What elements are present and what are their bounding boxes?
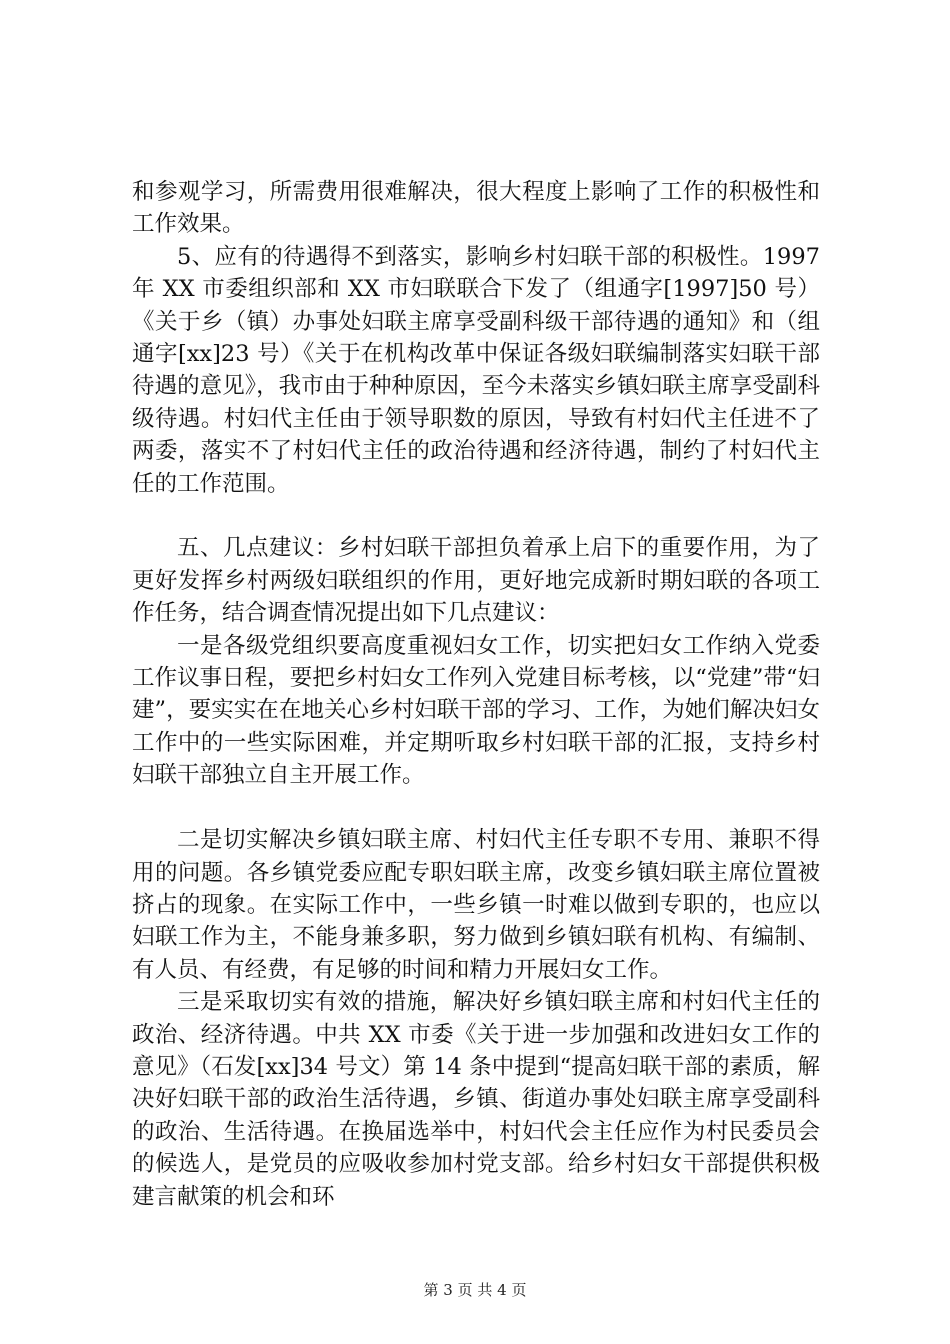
paragraph-continuation: 和参观学习，所需费用很难解决，很大程度上影响了工作的积极性和工作效果。 (132, 179, 820, 238)
document-body (132, 176, 820, 1213)
page-number-footer: 第 3 页 共 4 页 (423, 1281, 527, 1299)
paragraph-point-5: 5、应有的待遇得不到落实，影响乡村妇联干部的积极性。1997 年 XX 市委组织部和 XX 市妇联联合下发了（组通字[1997]50 号）《关于乡（镇）办事处妇联主席享受副科级干部待遇的通知》和（组通字[xx]23 号）《关于在机构改革中保证各级妇联编制落实妇联干部待遇的意见》，我市由于种种原因，至今未落实乡镇妇联主席享受副科级待遇。村妇代主任由于领导职数的原因，导致有村妇代主任进不了两委，落实不了村妇代主任的政治待遇和经济待遇，制约了村妇代主任的工作范围。 (132, 243, 820, 497)
paragraph-section-5-suggestions: 五、几点建议：乡村妇联干部担负着承上启下的重要作用，为了更好发挥乡村两级妇联组织的作用，更好地完成新时期妇联的各项工作任务，结合调查情况提出如下几点建议： (132, 535, 820, 627)
paragraph-suggestion-1: 一是各级党组织要高度重视妇女工作，切实把妇女工作纳入党委工作议事日程，要把乡村妇女工作列入党建目标考核，以“党建”带“妇建”，要实实在在地关心乡村妇联干部的学习、工作，为她们解决妇女工作中的一些实际困难，并定期听取乡村妇联干部的汇报，支持乡村妇联干部独立自主开展工作。 (132, 632, 820, 789)
paragraph-suggestion-3: 三是采取切实有效的措施，解决好乡镇妇联主席和村妇代主任的政治、经济待遇。中共 XX 市委《关于进一步加强和改进妇女工作的意见》（石发[xx]34 号文）第 14 条中提到“提高妇联干部的素质，解决好妇联干部的政治生活待遇，乡镇、街道办事处妇联主席享受副科的政治、生活待遇。在换届选举中，村妇代会主任应作为村民委员会的候选人，是党员的应吸收参加村党支部。给乡村妇女干部提供积极建言献策的机会和环 (132, 989, 820, 1210)
paragraph-suggestion-2: 二是切实解决乡镇妇联主席、村妇代主任专职不专用、兼职不得用的问题。各乡镇党委应配专职妇联主席，改变乡镇妇联主席位置被挤占的现象。在实际工作中，一些乡镇一时难以做到专职的，也应以妇联工作为主，不能身兼多职，努力做到乡镇妇联有机构、有编制、有人员、有经费，有足够的时间和精力开展妇女工作。 (132, 827, 820, 983)
